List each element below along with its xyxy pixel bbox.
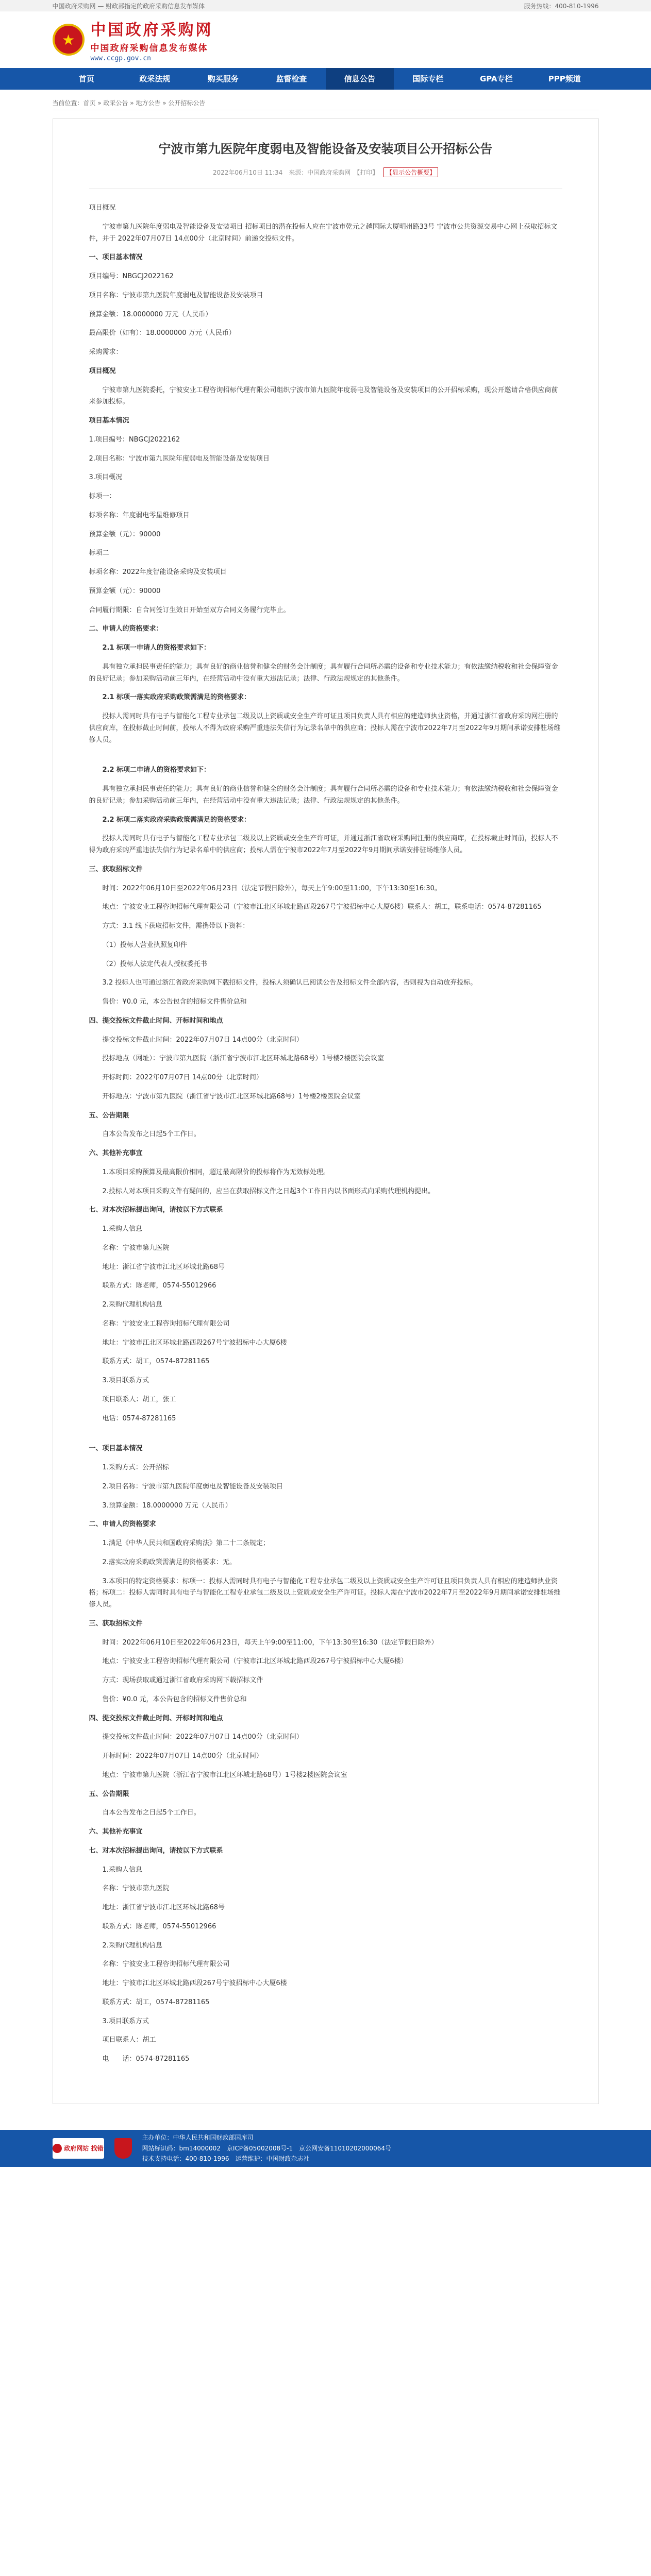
paragraph: 1.采购人信息	[102, 1225, 142, 1233]
show-summary-button[interactable]: 【显示公告概要】	[383, 167, 438, 177]
nav-item-2[interactable]: 购买服务	[207, 74, 239, 83]
paragraph: 开标地点：宁波市第九医院（浙江省宁波市江北区环城北路68号）1号楼2楼医院会议室	[102, 1092, 361, 1100]
nav-item-0[interactable]: 首页	[78, 74, 94, 83]
paragraph: 地点：宁波市第九医院（浙江省宁波市江北区环城北路68号）1号楼2楼医院会议室	[102, 1771, 347, 1779]
footer-sponsor: 主办单位：中华人民共和国财政部国库司	[142, 2134, 254, 2142]
paragraph: 预算金额（元）：90000	[89, 587, 161, 595]
paragraph: 名称：宁波市第九医院	[102, 1885, 170, 1893]
section-heading: 2.1 标项一落实政府采购政策需满足的资格要求：	[102, 693, 251, 702]
logo-title: 中国政府采购网	[90, 21, 213, 39]
footer-text	[142, 2132, 391, 2164]
footer-support: 技术支持电话：400-810-1996 运营维护：中国财政杂志社	[142, 2155, 310, 2162]
section-heading: 六、其他补充事宜	[89, 1828, 143, 1836]
paragraph: 方式：现场获取或通过浙江省政府采购网下载招标文件	[102, 1676, 263, 1684]
paragraph: 具有独立承担民事责任的能力；具有良好的商业信誉和健全的财务会计制度；具有履行合同所必需的设备和专业技术能力；有依法缴纳税收和社会保障资金的良好记录；参加采购活动前三年内，在经营活动中没有重大违法记录；法律、行政法规规定的其他条件。	[89, 663, 558, 683]
paragraph: 项目编号：NBGCJ2022162	[89, 273, 174, 280]
paragraph: 提交投标文件截止时间：2022年07月07日 14点00分（北京时间）	[102, 1036, 303, 1044]
paragraph: 2.投标人对本项目采购文件有疑问的，应当在获取招标文件之日起3个工作日内以书面形式向采购代理机构提出。	[102, 1187, 435, 1195]
section-heading: 2.1 标项一申请人的资格要求如下：	[102, 644, 211, 652]
paragraph: 方式：3.1 线下获取招标文件，需携带以下资料：	[102, 922, 249, 930]
publish-info: 2022年06月10日 11:34 来源：中国政府采购网 【打印】	[212, 169, 379, 176]
paragraph: 标项名称：年度弱电零星维修项目	[89, 511, 190, 519]
logo-subtitle: 中国政府采购信息发布媒体	[90, 43, 208, 54]
paragraph: 地址：浙江省宁波市江北区环城北路68号	[102, 1904, 225, 1911]
section-heading: 2.2 标项二申请人的资格要求如下：	[102, 766, 211, 774]
nav-item-1[interactable]: 政采法规	[139, 74, 171, 83]
paragraph: 1.采购方式：公开招标	[102, 1464, 169, 1471]
page-title: 宁波市第九医院年度弱电及智能设备及安装项目公开招标公告	[158, 142, 493, 156]
article-body	[89, 202, 562, 2065]
paragraph: （2）投标人法定代表人授权委托书	[102, 960, 207, 968]
paragraph: 电话：0574-87281165	[102, 1414, 176, 1422]
section-heading: 一、项目基本情况	[89, 1445, 143, 1453]
gov-site-badge-icon	[53, 2144, 62, 2153]
paragraph: 开标时间：2022年07月07日 14点00分（北京时间）	[102, 1752, 263, 1760]
paragraph: 名称：宁波市第九医院	[102, 1244, 170, 1252]
paragraph: 具有独立承担民事责任的能力；具有良好的商业信誉和健全的财务会计制度；具有履行合同所必需的设备和专业技术能力；有依法缴纳税收和社会保障资金的良好记录；参加采购活动前三年内，在经营活动中没有重大违法记录；法律、行政法规规定的其他条件。	[89, 785, 558, 805]
paragraph: 3.本项目的特定资格要求：标项一：投标人需同时具有电子与智能化工程专业承包二级及以上资质或安全生产许可证且项目负责人具有相应的建造师执业资格；标项二：投标人需同时具有电子与智能化工程专业承包二级及以上资质或安全生产许可证。投标人需在宁波市2022年7月至2022年9月期间承诺安排驻场维修人员。	[89, 1577, 561, 1608]
top-bar-left-text: 中国政府采购网 — 财政部指定的政府采购信息发布媒体	[52, 2, 205, 10]
paragraph: 项目联系人：胡工，张工	[102, 1395, 176, 1403]
paragraph: 时间：2022年06月10日至2022年06月23日（法定节假日除外），每天上午9:00至11:00，下午13:30至16:30。	[102, 884, 441, 892]
paragraph: 最高限价（如有）：18.0000000 万元（人民币）	[89, 329, 236, 337]
nav-item-5[interactable]: 国际专栏	[412, 74, 444, 83]
section-heading: 七、对本次招标提出询问，请按以下方式联系	[89, 1206, 223, 1214]
nav-item-6[interactable]: GPA专栏	[479, 74, 513, 83]
paragraph: 开标时间：2022年07月07日 14点00分（北京时间）	[102, 1074, 263, 1081]
hotline-text: 服务热线：400-810-1996	[524, 2, 599, 10]
top-bar	[0, 0, 651, 11]
paragraph: 3.预算金额：18.0000000 万元（人民币）	[102, 1501, 232, 1510]
section-heading: 三、获取招标文件	[89, 865, 143, 873]
paragraph: 联系方式：胡工，0574-87281165	[102, 1998, 210, 2006]
national-emblem-icon: ★	[53, 24, 85, 56]
paragraph: 2.采购代理机构信息	[102, 1301, 162, 1309]
paragraph: 预算金额（元）：90000	[89, 530, 161, 538]
paragraph: 2.项目名称：宁波市第九医院年度弱电及智能设备及安装项目	[102, 1482, 283, 1490]
paragraph: 1.采购人信息	[102, 1866, 142, 1874]
paragraph: 宁波市第九医院委托，宁波安业工程咨询招标代理有限公司组织宁波市第九医院年度弱电及智能设备及安装项目的公开招标采购，现公开邀请合格供应商前来参加投标。	[89, 386, 558, 406]
section-heading: 一、项目基本情况	[89, 253, 143, 262]
site-footer	[0, 2130, 651, 2167]
paragraph: 地点：宁波安业工程咨询招标代理有限公司（宁波市江北区环城北路西段267号宁波招标中心大厦6楼）联系人：胡工，联系电话：0574-87281165	[102, 903, 542, 911]
paragraph: 提交投标文件截止时间：2022年07月07日 14点00分（北京时间）	[102, 1733, 303, 1741]
gov-site-badge[interactable]	[53, 2138, 104, 2159]
paragraph: 投标人需同时具有电子与智能化工程专业承包二级及以上资质或安全生产许可证且项目负责人具有相应的建造师执业资格，并通过浙江省政府采购网注册的供应商库，在投标截止时间前，投标人不得为政府采购严重违法失信行为记录名单中的供应商；投标人需在宁波市2022年7月至2022年9月期间承诺安排驻场维修人员。	[89, 713, 561, 744]
section-heading: 二、申请人的资格要求	[89, 1520, 156, 1529]
paragraph: 联系方式：陈老师，0574-55012966	[102, 1922, 216, 1930]
paragraph: 预算金额：18.0000000 万元（人民币）	[89, 310, 212, 318]
paragraph: 3.项目概况	[89, 473, 122, 482]
logo-url: www.ccgp.gov.cn	[90, 55, 151, 62]
paragraph: 地址：浙江省宁波市江北区环城北路68号	[102, 1263, 225, 1271]
paragraph: 联系方式：胡工，0574-87281165	[102, 1358, 210, 1366]
police-shield-icon[interactable]	[114, 2138, 132, 2159]
section-heading: 项目概况	[89, 367, 116, 375]
paragraph: 3.项目联系方式	[102, 1377, 149, 1384]
paragraph: 项目联系人：胡工	[102, 2036, 156, 2044]
paragraph: 售价：¥0.0 元，本公告包含的招标文件售价总和	[102, 1695, 247, 1703]
section-heading: 六、其他补充事宜	[89, 1149, 143, 1157]
paragraph: 售价：¥0.0 元，本公告包含的招标文件售价总和	[102, 998, 247, 1006]
site-header	[0, 11, 651, 68]
section-heading: 2.2 标项二落实政府采购政策需满足的资格要求：	[102, 816, 251, 824]
nav-item-3[interactable]: 监督检查	[276, 74, 307, 83]
paragraph: 2.落实政府采购政策需满足的资格要求：无。	[102, 1558, 236, 1566]
footer-icp: 网站标识码：bm14000002 京ICP备05002008号-1 京公网安备11010202000064号	[142, 2144, 391, 2152]
site-logo[interactable]	[53, 17, 213, 62]
paragraph: 名称：宁波安业工程咨询招标代理有限公司	[102, 1319, 230, 1328]
paragraph: 3.2 投标人也可通过浙江省政府采购网下载招标文件，投标人须确认已阅读公告及招标文件全部内容，否则视为自动放弃投标。	[102, 979, 477, 987]
paragraph: 标项名称：2022年度智能设备采购及安装项目	[89, 568, 227, 576]
paragraph: 地址：宁波市江北区环城北路西段267号宁波招标中心大厦6楼	[102, 1979, 287, 1987]
paragraph: 合同履行期限：自合同签订生效日开始至双方合同义务履行完毕止。	[89, 606, 290, 614]
paragraph: 名称：宁波安业工程咨询招标代理有限公司	[102, 1960, 230, 1969]
paragraph: 投标地点（网址）：宁波市第九医院（浙江省宁波市江北区环城北路68号）1号楼2楼医院会议室	[102, 1055, 385, 1063]
paragraph: 1.项目编号：NBGCJ2022162	[89, 435, 180, 444]
paragraph: 自本公告发布之日起5个工作日。	[102, 1809, 201, 1817]
paragraph: 2.项目名称：宁波市第九医院年度弱电及智能设备及安装项目	[89, 454, 270, 463]
section-heading: 五、公告期限	[89, 1111, 129, 1120]
paragraph: 项目概况	[89, 204, 116, 212]
paragraph: 标项二	[89, 549, 109, 557]
section-heading: 四、提交投标文件截止时间、开标时间和地点	[89, 1016, 223, 1025]
section-heading: 三、获取招标文件	[89, 1619, 143, 1628]
paragraph: 宁波市第九医院年度弱电及智能设备及安装项目 招标项目的潜在投标人应在宁波市乾元之越国际大厦明州路33号 宁波市公共资源交易中心网上获取招标文件，并于 2022年07月07日 14点00分（北京时间）前递交投标文件。	[89, 223, 558, 243]
breadcrumb: 当前位置：首页 » 政采公告 » 地方公告 » 公开招标公告	[53, 96, 599, 110]
section-heading: 四、提交投标文件截止时间、开标时间和地点	[89, 1714, 223, 1722]
paragraph: 联系方式：陈老师，0574-55012966	[102, 1282, 216, 1290]
paragraph: 地址：宁波市江北区环城北路西段267号宁波招标中心大厦6楼	[102, 1338, 287, 1347]
gov-site-badge-label: 政府网站 找错	[64, 2145, 104, 2153]
paragraph: （1）投标人营业执照复印件	[102, 941, 187, 949]
main-nav	[0, 68, 651, 90]
section-heading: 七、对本次招标提出询问，请按以下方式联系	[89, 1846, 223, 1855]
nav-item-4[interactable]: 信息公告	[326, 68, 394, 90]
paragraph: 2.采购代理机构信息	[102, 1941, 162, 1950]
paragraph: 时间：2022年06月10日至2022年06月23日，每天上午9:00至11:00，下午13:30至16:30（法定节假日除外）	[102, 1638, 438, 1647]
paragraph: 1.满足《中华人民共和国政府采购法》第二十二条规定；	[102, 1539, 270, 1547]
paragraph: 电 话：0574-87281165	[102, 2055, 190, 2063]
nav-item-7[interactable]: PPP频道	[548, 74, 581, 83]
paragraph: 项目名称：宁波市第九医院年度弱电及智能设备及安装项目	[89, 291, 263, 299]
section-heading: 五、公告期限	[89, 1790, 129, 1798]
paragraph: 3.项目联系方式	[102, 2017, 149, 2025]
section-heading: 二、申请人的资格要求：	[89, 625, 163, 633]
announcement-article	[53, 118, 599, 2104]
paragraph: 自本公告发布之日起5个工作日。	[102, 1130, 201, 1139]
article-meta	[89, 167, 562, 177]
paragraph: 标项一：	[89, 493, 116, 500]
paragraph: 1.本项目采购预算及最高限价相同，超过最高限价的投标将作为无效标处理。	[102, 1168, 330, 1176]
paragraph: 地点：宁波安业工程咨询招标代理有限公司（宁波市江北区环城北路西段267号宁波招标中心大厦6楼）	[102, 1657, 408, 1666]
section-heading: 项目基本情况	[89, 417, 129, 425]
paragraph: 采购需求：	[89, 348, 123, 356]
paragraph: 投标人需同时具有电子与智能化工程专业承包二级及以上资质或安全生产许可证，并通过浙江省政府采购网注册的供应商库，在投标截止时间前，投标人不得为政府采购严重违法失信行为记录名单中的供应商；投标人需在宁波市2022年7月至2022年9月期间承诺安排驻场维修人员。	[89, 835, 558, 854]
